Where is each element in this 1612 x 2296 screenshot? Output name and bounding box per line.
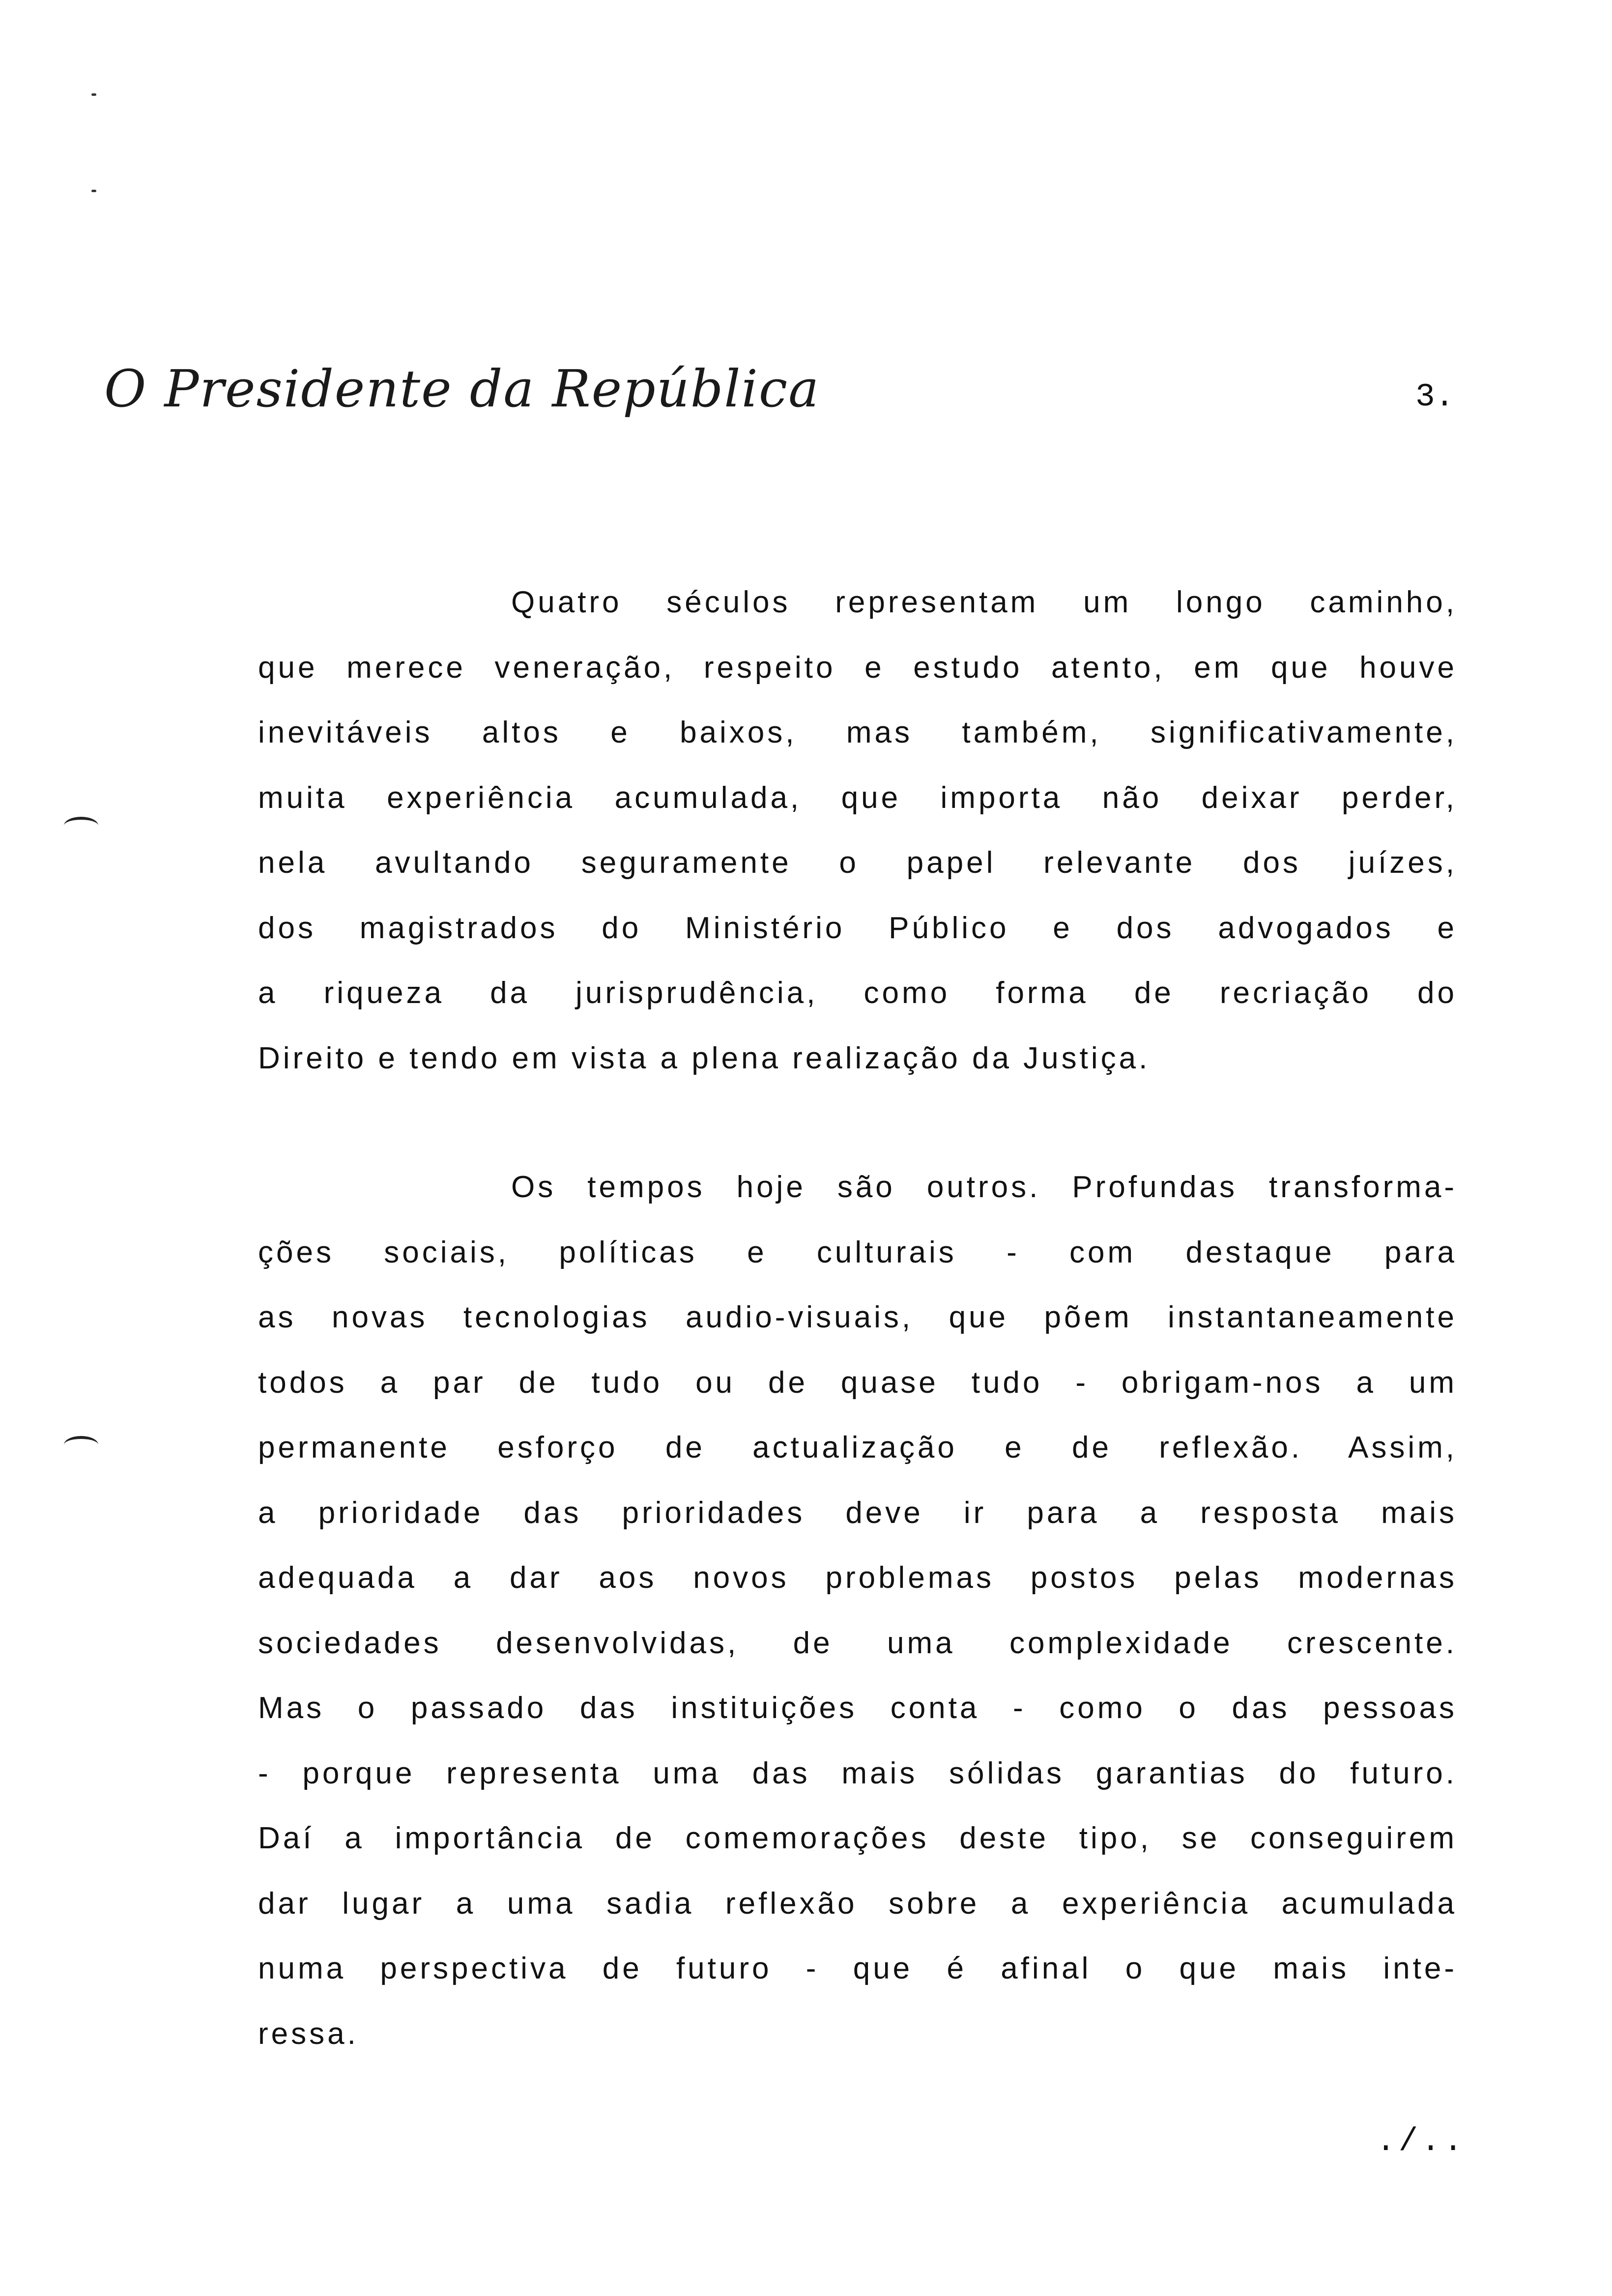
text-line: sociedades desenvolvidas, de uma complexidade crescente. — [258, 1626, 1457, 1660]
text-line: Direito e tendo em vista a plena realização da Justiça. — [258, 1041, 1151, 1075]
scan-speck — [91, 93, 96, 96]
text-line: que merece veneração, respeito e estudo atento, em que houve — [258, 650, 1457, 685]
continuation-mark: ./.. — [1376, 2123, 1466, 2160]
paragraph-2 — [258, 1155, 1457, 2066]
scan-speck — [91, 190, 96, 192]
text-line: ressa. — [258, 2016, 359, 2051]
text-line: Os tempos hoje são outros. Profundas transforma- — [511, 1170, 1457, 1204]
margin-mark — [64, 1436, 98, 1454]
text-line: dar lugar a uma sadia reflexão sobre a experiência acumulada — [258, 1886, 1457, 1921]
page-number: 3. — [1415, 378, 1455, 415]
text-line: Daí a importância de comemorações deste tipo, se conseguirem — [258, 1821, 1457, 1855]
text-line: adequada a dar aos novos problemas postos pelas modernas — [258, 1561, 1457, 1595]
text-line: Quatro séculos representam um longo caminho, — [511, 585, 1457, 619]
text-line: a prioridade das prioridades deve ir para a resposta mais — [258, 1495, 1457, 1530]
text-line: nela avultando seguramente o papel relevante dos juízes, — [258, 846, 1457, 880]
text-line: dos magistrados do Ministério Público e dos advogados e — [258, 911, 1457, 945]
text-line: a riqueza da jurisprudência, como forma de recriação do — [258, 976, 1457, 1010]
text-line: - porque representa uma das mais sólidas garantias do futuro. — [258, 1756, 1457, 1790]
text-line: numa perspectiva de futuro - que é afinal o que mais inte- — [258, 1952, 1457, 1985]
text-line: as novas tecnologias audio-visuais, que põem instantaneamente — [258, 1300, 1457, 1334]
margin-mark — [64, 817, 98, 834]
paragraph-1 — [258, 570, 1457, 1091]
text-line: muita experiência acumulada, que importa não deixar perder, — [258, 780, 1457, 815]
text-line: todos a par de tudo ou de quase tudo - obrigam-nos a um — [258, 1365, 1457, 1400]
text-line: ções sociais, políticas e culturais - com destaque para — [258, 1235, 1457, 1269]
text-line: Mas o passado das instituições conta - como o das pessoas — [258, 1691, 1457, 1725]
text-line: permanente esforço de actualização e de reflexão. Assim, — [258, 1431, 1457, 1464]
text-line: inevitáveis altos e baixos, mas também, significativamente, — [258, 716, 1457, 749]
letterhead-title: O Presidente da República — [104, 359, 820, 419]
